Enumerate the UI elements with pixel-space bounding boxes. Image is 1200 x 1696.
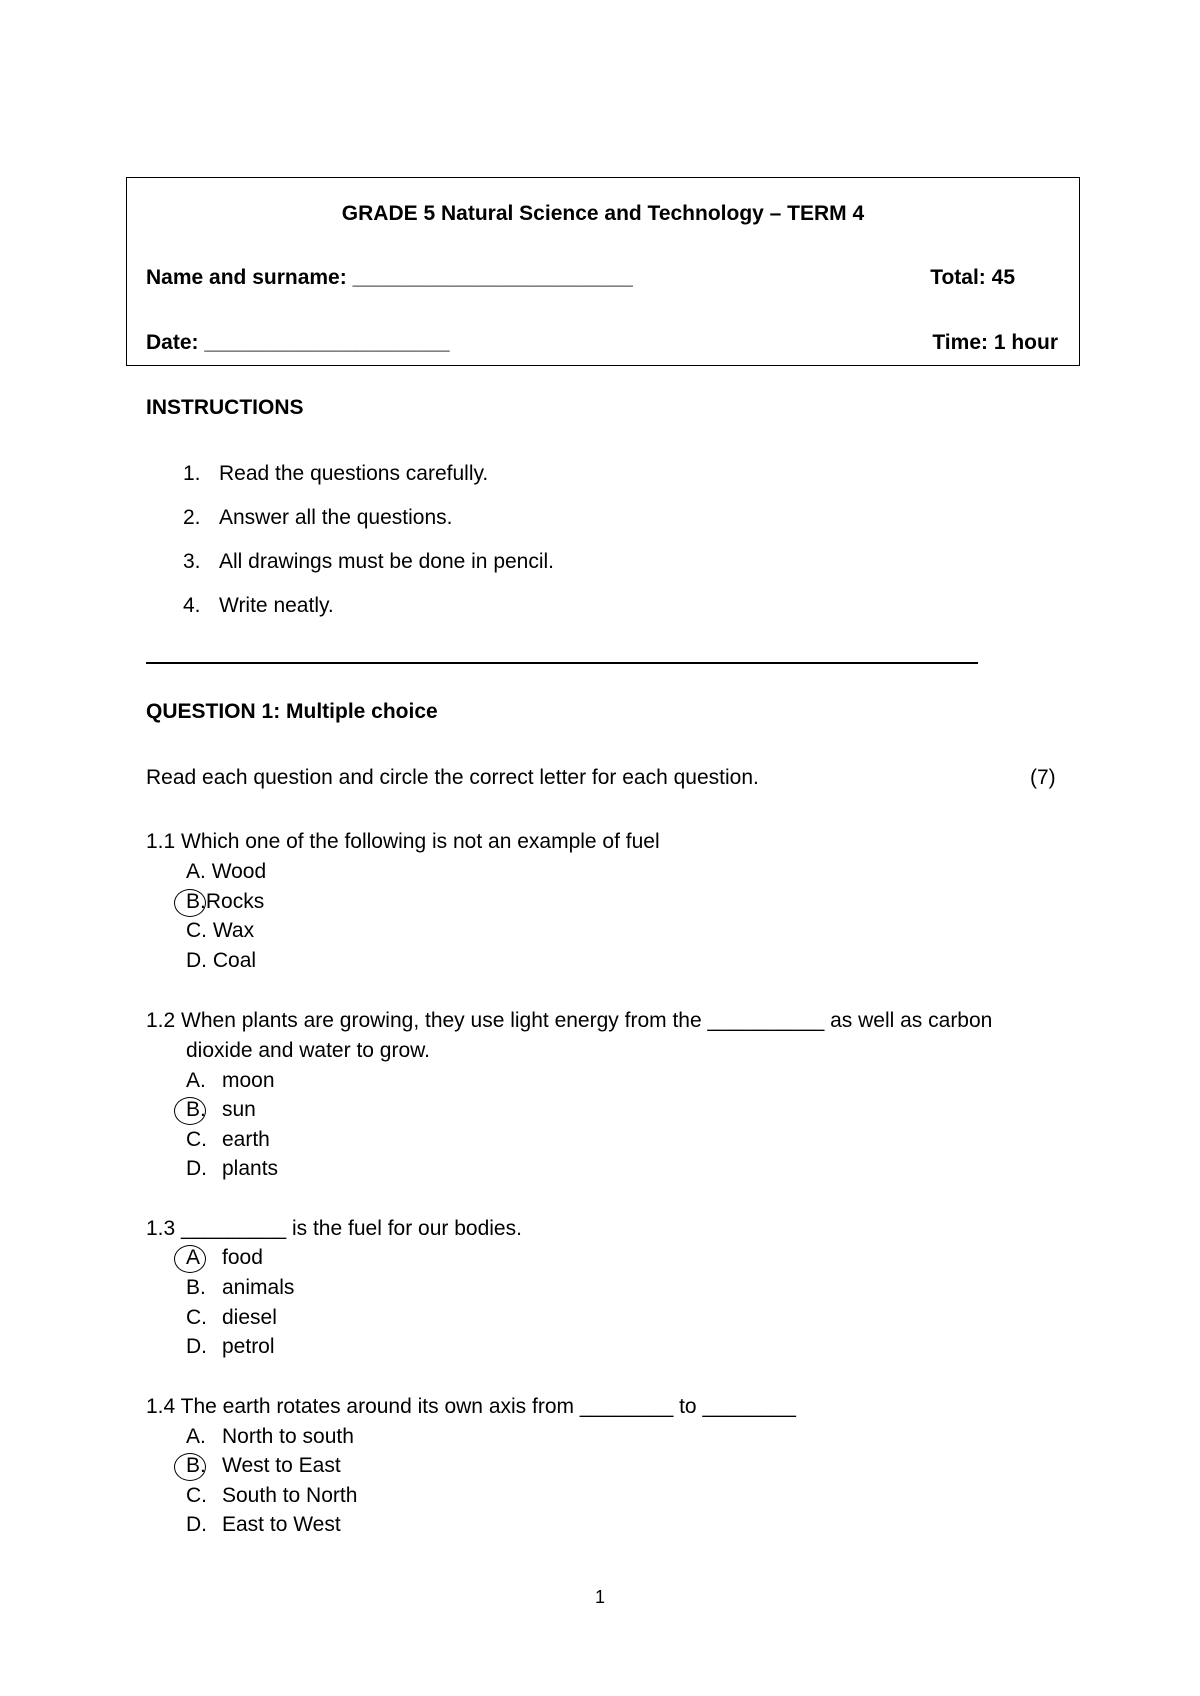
exam-title: GRADE 5 Natural Science and Technology – TERM 4 bbox=[341, 202, 865, 225]
option-text: moon bbox=[222, 1069, 275, 1092]
option-letter: B. bbox=[186, 1454, 206, 1477]
option-letter: B. bbox=[186, 1276, 206, 1299]
instruction-item bbox=[183, 506, 201, 530]
option-text: diesel bbox=[222, 1306, 277, 1329]
question-stem: 1.3 _________ is the fuel for our bodies. bbox=[146, 1217, 522, 1240]
instructions-heading: INSTRUCTIONS bbox=[146, 396, 304, 419]
option-b[interactable] bbox=[186, 1454, 341, 1478]
option-text: sun bbox=[222, 1098, 256, 1121]
question1-heading: QUESTION 1: Multiple choice bbox=[146, 700, 438, 723]
option-c[interactable] bbox=[186, 1484, 357, 1508]
instruction-text: Read the questions carefully. bbox=[219, 462, 489, 485]
instruction-text: Write neatly. bbox=[219, 594, 334, 617]
answer-circle bbox=[174, 1097, 206, 1125]
option-text: Rocks bbox=[205, 890, 265, 913]
section-divider bbox=[146, 662, 978, 664]
option-letter: D. bbox=[186, 1157, 207, 1180]
option-c[interactable] bbox=[186, 919, 254, 943]
question1-marks: (7) bbox=[1030, 766, 1056, 789]
option-a[interactable] bbox=[186, 1069, 275, 1093]
option-d[interactable] bbox=[186, 1335, 275, 1359]
option-d[interactable] bbox=[186, 949, 256, 973]
instruction-number: 4. bbox=[183, 594, 201, 617]
option-c[interactable] bbox=[186, 1306, 277, 1330]
option-b[interactable] bbox=[186, 1276, 294, 1300]
question-stem: 1.1 Which one of the following is not an example of fuel bbox=[146, 830, 660, 853]
option-letter: C. bbox=[186, 1128, 207, 1151]
date-field[interactable]: Date: _____________________ bbox=[146, 331, 450, 354]
option-text: food bbox=[222, 1246, 263, 1269]
option-text: plants bbox=[222, 1157, 279, 1180]
question-stem-continued: dioxide and water to grow. bbox=[186, 1039, 430, 1062]
option-a[interactable] bbox=[186, 860, 266, 884]
instruction-item bbox=[183, 550, 201, 574]
option-letter: B. bbox=[186, 890, 206, 913]
total-marks: Total: 45 bbox=[930, 266, 1015, 289]
page-number: 1 bbox=[594, 1587, 605, 1607]
option-letter: D. bbox=[186, 949, 207, 972]
option-letter: B. bbox=[186, 1098, 206, 1121]
option-d[interactable] bbox=[186, 1513, 341, 1537]
answer-circle bbox=[174, 1245, 206, 1273]
instruction-number: 1. bbox=[183, 462, 201, 485]
option-text: petrol bbox=[222, 1335, 275, 1358]
question1-prompt: Read each question and circle the correct letter for each question. bbox=[146, 766, 759, 789]
option-text: Wood bbox=[211, 860, 267, 883]
option-text: Wax bbox=[212, 919, 255, 942]
instruction-text: Answer all the questions. bbox=[219, 506, 453, 529]
answer-circle bbox=[174, 1453, 206, 1481]
option-d[interactable] bbox=[186, 1157, 278, 1181]
option-text: North to south bbox=[222, 1425, 354, 1448]
option-text: Coal bbox=[212, 949, 257, 972]
option-letter: C. bbox=[186, 1484, 207, 1507]
instruction-number: 2. bbox=[183, 506, 201, 529]
instruction-text: All drawings must be done in pencil. bbox=[219, 550, 555, 573]
option-text: West to East bbox=[222, 1454, 341, 1477]
option-letter: A. bbox=[186, 1425, 206, 1448]
option-text: South to North bbox=[222, 1484, 358, 1507]
option-letter: C. bbox=[186, 919, 207, 942]
instruction-item bbox=[183, 462, 201, 486]
option-text: animals bbox=[222, 1276, 295, 1299]
answer-circle bbox=[174, 889, 206, 917]
option-letter: D. bbox=[186, 1513, 207, 1536]
option-c[interactable] bbox=[186, 1128, 270, 1152]
option-letter: D. bbox=[186, 1335, 207, 1358]
option-letter: C. bbox=[186, 1306, 207, 1329]
time-allowed: Time: 1 hour bbox=[932, 331, 1058, 354]
question-stem: 1.2 When plants are growing, they use light energy from the __________ as well as carbon bbox=[146, 1009, 993, 1032]
instruction-number: 3. bbox=[183, 550, 201, 573]
option-letter: A. bbox=[186, 1069, 206, 1092]
option-letter: A bbox=[186, 1246, 201, 1269]
instruction-item bbox=[183, 594, 201, 618]
option-text: East to West bbox=[222, 1513, 341, 1536]
header-box bbox=[126, 177, 1080, 366]
question-stem: 1.4 The earth rotates around its own axis from ________ to ________ bbox=[146, 1395, 796, 1418]
option-text: earth bbox=[222, 1128, 270, 1151]
name-field[interactable]: Name and surname: ________________________ bbox=[146, 266, 633, 289]
option-a[interactable] bbox=[186, 1425, 354, 1449]
option-letter: A. bbox=[186, 860, 206, 883]
